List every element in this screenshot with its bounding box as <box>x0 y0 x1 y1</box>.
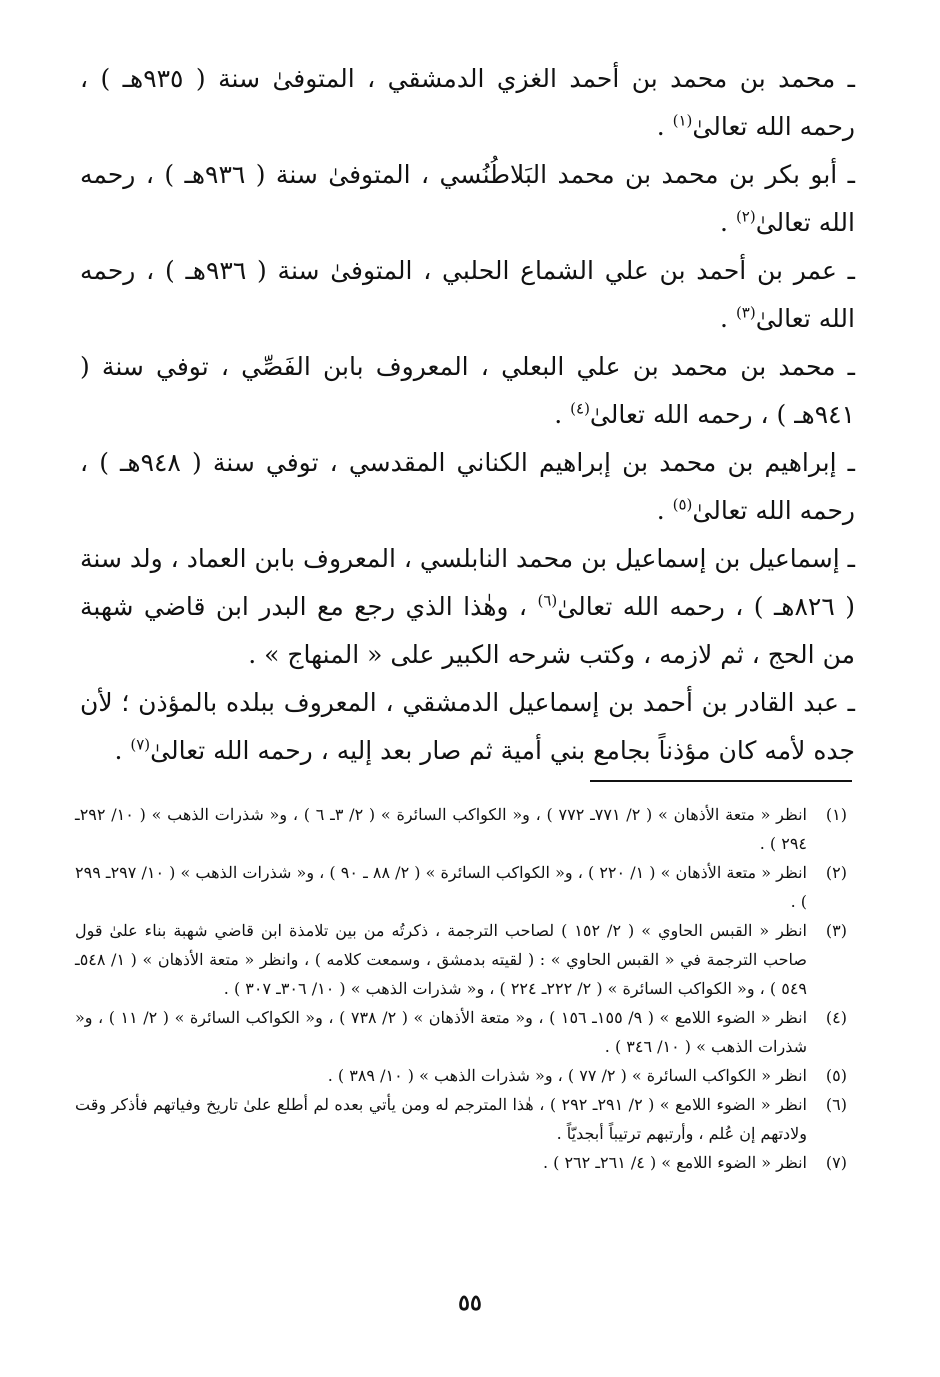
footnote <box>75 1003 855 1061</box>
footnote-text: انظر « متعة الأذهان » ( ٢/ ٧٧١ـ ٧٧٢ ) ، و« الكواكب السائرة » ( ٢/ ٣ـ ٦ ) ، و« شذرات الذهب » ( ١٠/ ٢٩٢ـ ٢٩٤ ) . <box>75 805 807 853</box>
biography-entry: ـ إبراهيم بن محمد بن إبراهيم الكناني المقدسي ، توفي سنة ( ٩٤٨هـ ) ، رحمه الله تعالىٰ$^{(٥)}$ . <box>80 448 855 525</box>
biography-entry: ـ عمر بن أحمد بن علي الشماع الحلبي ، المتوفىٰ سنة ( ٩٣٦هـ ) ، رحمه الله تعالىٰ$^{(٣)}$ . <box>80 256 855 333</box>
footnote-text: انظر « الضوء اللامع » ( ٢/ ٢٩١ـ ٢٩٢ ) ، هٰذا المترجم له ومن يأتي بعده لم أطلع علىٰ تاريخ وفياتهم فأذكر وقت ولادتهم إن عُلم ، وأرتبهم ترتيباً أبجديّاً . <box>75 1095 807 1143</box>
footnote-separator <box>590 780 852 782</box>
biography-entry: ـ محمد بن محمد بن علي البعلي ، المعروف بابن الفَصِّي ، توفي سنة ( ٩٤١هـ ) ، رحمه الله تعالىٰ$^{(٤)}$ . <box>80 352 855 429</box>
footnote <box>75 858 855 916</box>
biography-entry: ـ عبد القادر بن أحمد بن إسماعيل الدمشقي ، المعروف ببلده بالمؤذن ؛ لأن جده لأمه كان مؤذناً بجامع بني أمية ثم صار بعد إليه ، رحمه الله تعالىٰ$^{(٧)}$ . <box>80 688 855 765</box>
footnote-ref: (٤) <box>570 399 590 418</box>
footnote-ref: (٣) <box>735 303 756 322</box>
footnote-text: انظر « القبس الحاوي » ( ٢/ ١٥٢ ) لصاحب الترجمة ، ذكرتُه من بين تلامذة ابن قاضي شهبة بناء علىٰ قول صاحب الترجمة في « القبس الحاوي » : ( لقيته بدمشق ، وسمعت كلامه ) ، وانظر « متعة الأذهان » ( ١/ ٥٤٨ـ ٥٤٩ ) ، و« الكواكب السائرة » ( ٢/ ٢٢٢ـ ٢٢٤ ) ، و« شذرات الذهب » ( ١٠/ ٣٠٦ـ ٣٠٧ ) . <box>75 921 808 998</box>
footnote-text: انظر « الكواكب السائرة » ( ٢/ ٧٧ ) ، و« شذرات الذهب » ( ١٠/ ٣٨٩ ) . <box>327 1066 807 1085</box>
biography-entry: ـ محمد بن محمد بن أحمد الغزي الدمشقي ، المتوفىٰ سنة ( ٩٣٥هـ ) ، رحمه الله تعالىٰ$^{(١)}$ . <box>80 64 855 141</box>
footnote <box>75 800 855 858</box>
page-number: ٥٥ <box>458 1290 482 1316</box>
main-text <box>80 55 855 775</box>
footnote-ref: (٧) <box>130 735 151 754</box>
footnote <box>75 1090 855 1148</box>
footnote-ref: (٢) <box>735 207 756 226</box>
biography-entry: ـ إسماعيل بن إسماعيل بن محمد النابلسي ، المعروف بابن العماد ، ولد سنة ( ٨٢٦هـ ) ، رحمه الله تعالىٰ$^{(٦)}$ ، وهٰذا الذي رجع مع البدر ابن قاضي شهبة من الحج ، ثم لازمه ، وكتب شرحه الكبير على « المنهاج » . <box>80 544 855 669</box>
footnote-ref: (١) <box>672 111 693 130</box>
footnote-number: (١) <box>825 805 847 824</box>
footnote-ref: (٥) <box>672 495 693 514</box>
footnote-text: انظر « متعة الأذهان » ( ١/ ٢٢٠ ) ، و« الكواكب السائرة » ( ٢/ ٨٨ ـ ٩٠ ) ، و« شذرات الذهب » ( ١٠/ ٢٩٧ـ ٢٩٩ ) . <box>75 863 807 911</box>
footnote <box>75 1061 855 1090</box>
footnote-text: انظر « الضوء اللامع » ( ٤/ ٢٦١ـ ٢٦٢ ) . <box>542 1153 807 1172</box>
footnote-number: (٧) <box>825 1153 847 1172</box>
footnote <box>75 1148 855 1177</box>
footnote-ref: (٦) <box>537 591 558 610</box>
footnote-number: (٢) <box>825 863 847 882</box>
footnote <box>75 916 855 1003</box>
footnote-text: انظر « الضوء اللامع » ( ٩/ ١٥٥ـ ١٥٦ ) ، و« متعة الأذهان » ( ٢/ ٧٣٨ ) ، و« الكواكب السائرة » ( ٢/ ١١ ) ، و« شذرات الذهب » ( ١٠/ ٣٤٦ ) . <box>75 1008 808 1056</box>
footnote-number: (٤) <box>825 1008 847 1027</box>
footnote-number: (٥) <box>825 1066 847 1085</box>
footnote-number: (٣) <box>825 921 847 940</box>
footnote-number: (٦) <box>825 1095 847 1114</box>
biography-entry: ـ أبو بكر بن محمد بن محمد البَلاطُنُسي ، المتوفىٰ سنة ( ٩٣٦هـ ) ، رحمه الله تعالىٰ$^{(٢)}$ . <box>80 160 855 237</box>
footnotes <box>75 800 855 1177</box>
